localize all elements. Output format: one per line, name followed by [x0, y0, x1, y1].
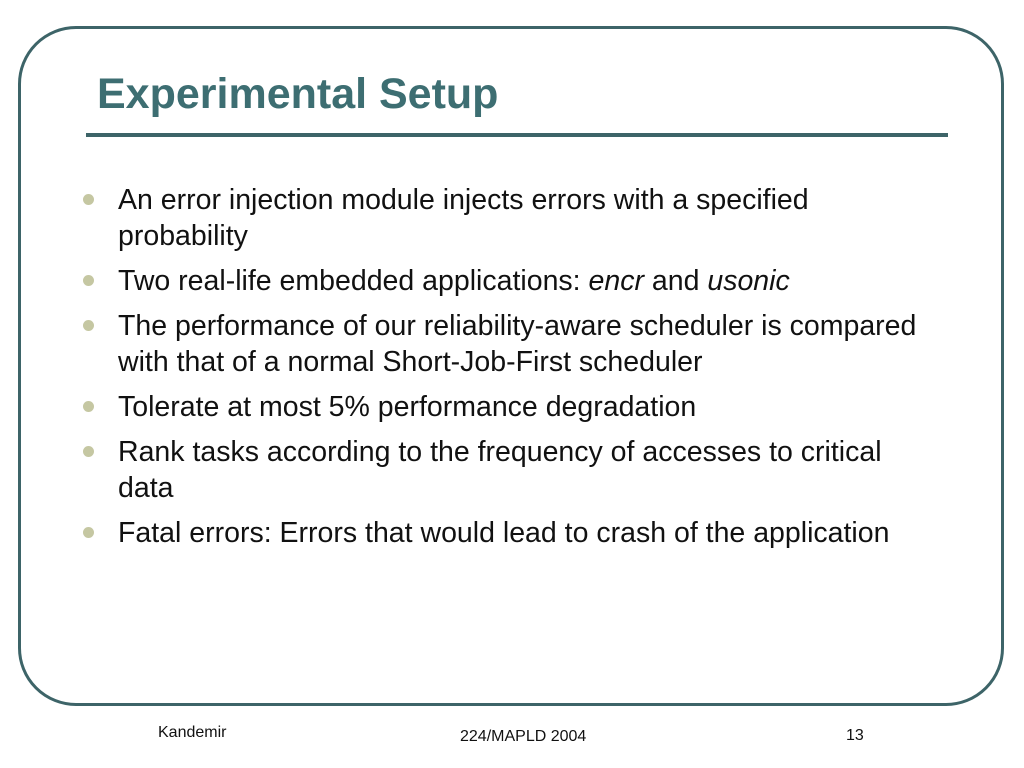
- bullet-item: [80, 182, 940, 254]
- title-underline: [86, 133, 948, 137]
- bullet-dot-icon: [83, 275, 94, 286]
- bullet-item: [80, 434, 940, 506]
- bullet-text-connector: and: [643, 265, 708, 297]
- bullet-dot-icon: [83, 401, 94, 412]
- footer-venue: 224/MAPLD 2004: [460, 728, 587, 745]
- bullet-item: [80, 263, 940, 299]
- bullet-dot-icon: [83, 320, 94, 331]
- bullet-item: [80, 515, 940, 551]
- bullet-item: [80, 308, 940, 380]
- bullet-item: [80, 389, 940, 425]
- bullet-text: Tolerate at most 5% performance degradation: [118, 391, 697, 423]
- bullet-text: The performance of our reliability-aware scheduler is compared with that of a normal Short-Job-First scheduler: [118, 310, 917, 378]
- footer-author: Kandemir: [158, 724, 227, 741]
- bullet-dot-icon: [83, 446, 94, 457]
- slide-title: Experimental Setup: [97, 70, 499, 118]
- bullet-dot-icon: [83, 527, 94, 538]
- bullet-text: An error injection module injects errors with a specified probability: [118, 184, 809, 252]
- bullet-text: Two real-life embedded applications:: [118, 265, 589, 297]
- footer-page-number: 13: [846, 727, 864, 744]
- app-name-encr: encr: [588, 265, 644, 297]
- bullet-list: [80, 182, 940, 560]
- bullet-text: Rank tasks according to the frequency of accesses to critical data: [118, 436, 882, 504]
- bullet-dot-icon: [83, 194, 94, 205]
- app-name-usonic: usonic: [707, 265, 790, 297]
- bullet-text: Fatal errors: Errors that would lead to crash of the application: [118, 517, 890, 549]
